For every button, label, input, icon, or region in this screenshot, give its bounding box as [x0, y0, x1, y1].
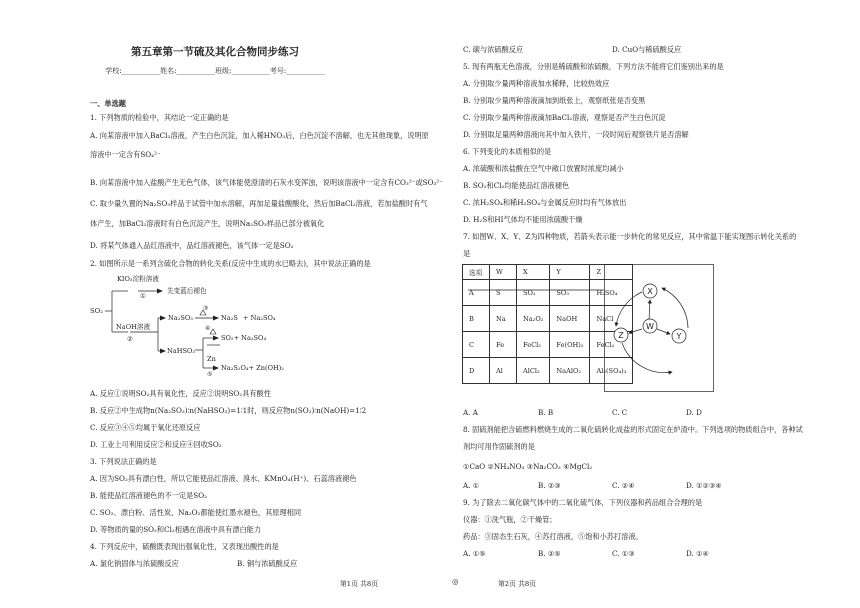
q7-option-b: B. B [538, 408, 554, 417]
q1-option-a: A. 向某溶液中加入BaCl₂溶液，产生白色沉淀，加入稀HNO₃后，白色沉淀不溶解，也无其他现象，说明原 [90, 131, 429, 140]
q9-option-c: C. ①③ [612, 549, 635, 558]
q2-result1: 先变蓝后褪色 [167, 287, 207, 295]
q8-reagent-list: ①CaO ②NH₄NO₃ ③Na₂CO₃ ④MgCl₂ [463, 462, 593, 471]
section-heading: 一、单选题 [90, 99, 126, 108]
table-header-cell: W [490, 265, 517, 280]
q7-option-a: A. A [463, 408, 478, 417]
q9-option-a: A. ①⑤ [463, 549, 486, 558]
table-header-cell: Y [550, 265, 590, 280]
q7-stem: 7. 如图W、X、Y、Z为四种物质，若箭头表示能一步转化的常见反应，其中常温下能实现图示转化关系的 [463, 232, 797, 241]
table-cell: Al [490, 358, 517, 384]
q5-option-b: B. 分别取少量两种溶液滴加到纸张上，观察纸张是否变黑 [463, 96, 646, 105]
table-cell: NaCl [590, 306, 633, 332]
table-cell: NaAlO₂ [550, 358, 590, 384]
node-w-label: W [646, 322, 654, 331]
page-number-left: 第1页 共8页 [340, 580, 378, 588]
q2-na2so4: + Na₂SO₄ [243, 314, 276, 322]
q3-option-a: A. 因为SO₂具有漂白性，所以它能使品红溶液、溴水、KMnO₄(H⁺)、石蕊溶液褪色 [90, 474, 357, 483]
q1-option-c: C. 取少量久置的Na₂SO₃样品于试管中加水溶解，再加足量盐酸酸化，然后加BaCl₂溶液，若加盐酸时有气 [90, 199, 428, 208]
node-y-label: Y [676, 332, 682, 341]
q3-option-d: D. 等物质的量的SO₂和Cl₂相遇在溶液中具有漂白能力 [90, 525, 262, 534]
q2-so2-na2so4: SO₂+ Na₂SO₄ [221, 334, 267, 342]
q2-nahso3: NaHSO₃ [167, 347, 196, 355]
q8-option-c: C. ②④ [612, 481, 635, 490]
q2-option-b: B. 反应②中生成物n(Na₂SO₃)∶n(NaHSO₃)=1∶1时，则反应物n(SO₂)∶n(NaOH)=1∶2 [90, 406, 367, 415]
q2-na2s2o4: Na₂S₂O₄+ Zn(OH)₂ [221, 364, 284, 372]
q2-option-d: D. 工业上可利用反应②和反应④回收SO₂ [90, 440, 222, 449]
q6-option-d: D. H₂S和HI气体均不能用浓硫酸干燥 [463, 215, 583, 224]
table-cell: Fe(OH)₂ [550, 332, 590, 358]
table-cell: Na₂O₂ [517, 306, 550, 332]
table-cell: FeCl₂ [590, 332, 633, 358]
table-cell: D [463, 358, 490, 384]
q6-option-b: B. SO₂和Cl₂均能使品红溶液褪色 [463, 181, 570, 190]
table-cell: C [463, 332, 490, 358]
q5-option-d: D. 分别取足量两种溶液向其中加入铁片，一段时间后观察铁片是否溶解 [463, 130, 689, 139]
q8-option-b: B. ②③ [538, 481, 561, 490]
table-cell: SO₂ [517, 280, 550, 306]
q4-option-b: B. 铜与浓硫酸反应 [237, 559, 298, 568]
q3-option-b: B. 能使品红溶液褪色的不一定是SO₂ [90, 491, 207, 500]
table-header-cell: Z [590, 265, 633, 280]
q2-option-c: C. 反应③④⑤均属于氧化还原反应 [90, 423, 201, 432]
q2-so2-label: SO₂ [90, 307, 103, 315]
node-z-label: Z [618, 331, 624, 340]
q9-reagents: 药品：③固态生石灰，④苏打溶液，⑤饱和小苏打溶液。 [463, 532, 643, 541]
q1-option-d: D. 将某气体通入品红溶液中，品红溶液褪色，该气体一定是SO₂ [90, 241, 294, 250]
q2-reagent-zn: Zn [207, 355, 216, 363]
q2-step1-label: ① [140, 292, 146, 300]
q3-stem: 3. 下列说法正确的是 [90, 457, 157, 466]
q2-step5-label: ⑤ [207, 371, 213, 378]
q4-option-c: C. 碳与浓硫酸反应 [463, 45, 524, 54]
q1-option-a-cont: 溶液中一定含有SO₄²⁻ [90, 150, 161, 159]
table-cell: NaOH [550, 306, 590, 332]
q6-option-a: A. 浓硫酸和浓盐酸在空气中敞口放置时浓度均减小 [463, 164, 624, 173]
table-header-cell: 选项 [463, 265, 490, 280]
q4-option-a: A. 氯化钠固体与浓硫酸反应 [90, 559, 179, 568]
q2-option-a: A. 反应①说明SO₂具有氧化性，反应②说明SO₂具有酸性 [90, 389, 271, 398]
q1-option-c-cont: 体产生，加BaCl₂溶液时有白色沉淀产生，说明Na₂SO₃样品已部分被氧化 [90, 219, 325, 228]
table-header-cell: X [517, 265, 550, 280]
q2-na2so3: Na₂SO₃ [168, 314, 193, 322]
table-cell: Na [490, 306, 517, 332]
table-cell: A [463, 280, 490, 306]
q6-option-c: C. 浓H₂SO₄和稀H₂SO₄与金属反应时均有气体放出 [463, 198, 627, 207]
q2-reagent-kio3: KIO₃淀粉溶液 [117, 275, 159, 283]
q4-stem: 4. 下列反应中，硫酸既表现出强氧化性，又表现出酸性的是 [90, 542, 279, 551]
table-cell: H₂SO₄ [590, 280, 633, 306]
q7-stem-cont: 是 [463, 249, 471, 258]
q5-option-c: C. 分别取少量两种溶液滴加BaCl₂溶液，观察是否产生白色沉淀 [463, 113, 666, 122]
table-cell: Fe [490, 332, 517, 358]
q9-option-d: D. ①④ [686, 549, 709, 558]
q7-option-d: D. D [686, 408, 702, 417]
q2-step2-label: ② [127, 335, 133, 343]
page-title: 第五章第一节硫及其化合物同步练习 [131, 46, 299, 58]
table-cell: FeCl₃ [517, 332, 550, 358]
table-cell: AlCl₃ [517, 358, 550, 384]
q5-stem: 5. 现有两瓶无色溶液，分别是稀硫酸和浓硫酸，下列方法不能将它们鉴别出来的是 [463, 62, 724, 71]
student-info-line: 学校:___________姓名:___________班级:___________考号:___________ [105, 67, 325, 75]
q8-stem-cont: 剂均可用作固硫剂的是 [463, 442, 535, 451]
q9-option-b: B. ②⑤ [538, 549, 561, 558]
page-number-right: 第2页 共8页 [498, 580, 536, 588]
q7-cycle-diagram [604, 264, 714, 392]
q2-step4-label: ④ [205, 325, 211, 332]
q8-option-a: A. ① [463, 481, 480, 490]
q4-option-d: D. CuO与稀硫酸反应 [612, 45, 682, 54]
q2-na2s: Na₂S [221, 314, 238, 322]
q8-stem: 8. 固硫剂能把含硫燃料燃烧生成的二氧化硫转化成盐的形式固定在炉渣中。下列选项的物质组合中，各种试 [463, 425, 803, 434]
q2-reagent-naoh: NaOH溶液 [116, 323, 151, 331]
q6-stem: 6. 下列变化的本质相似的是 [463, 147, 552, 156]
q9-instruments: 仪器：①洗气瓶，②干燥管； [463, 515, 557, 524]
q1-option-b: B. 向某溶液中加入盐酸产生无色气体，该气体能使澄清的石灰水变浑浊，说明该溶液中一定含有CO₃²⁻或SO₃²⁻ [90, 178, 444, 187]
table-cell: Al₂(SO₄)₃ [590, 358, 633, 384]
q7-option-c: C. C [612, 408, 628, 417]
q5-option-a: A. 分别取少量两种溶液加水稀释，比较热效应 [463, 79, 610, 88]
q8-option-d: D. ①②③④ [686, 481, 722, 490]
node-x-label: X [647, 287, 653, 296]
table-cell: S [490, 280, 517, 306]
binding-mark: ◎ [452, 577, 459, 586]
q9-stem: 9. 为了除去二氧化碳气体中的二氧化硫气体，下列仪器和药品组合合理的是 [463, 498, 703, 507]
q2-stem: 2. 如图所示是一系列含硫化合物的转化关系(反应中生成的水已略去)，其中说法正确的是 [90, 259, 371, 268]
q3-option-c: C. SO₂、漂白粉、活性炭、Na₂O₂都能使红墨水褪色，其原理相同 [90, 508, 302, 517]
table-cell: SO₃ [550, 280, 590, 306]
table-cell: B [463, 306, 490, 332]
q2-step3-label: ③ [203, 305, 209, 312]
q1-stem: 1. 下列物质的检验中，其结论一定正确的是 [90, 113, 229, 122]
